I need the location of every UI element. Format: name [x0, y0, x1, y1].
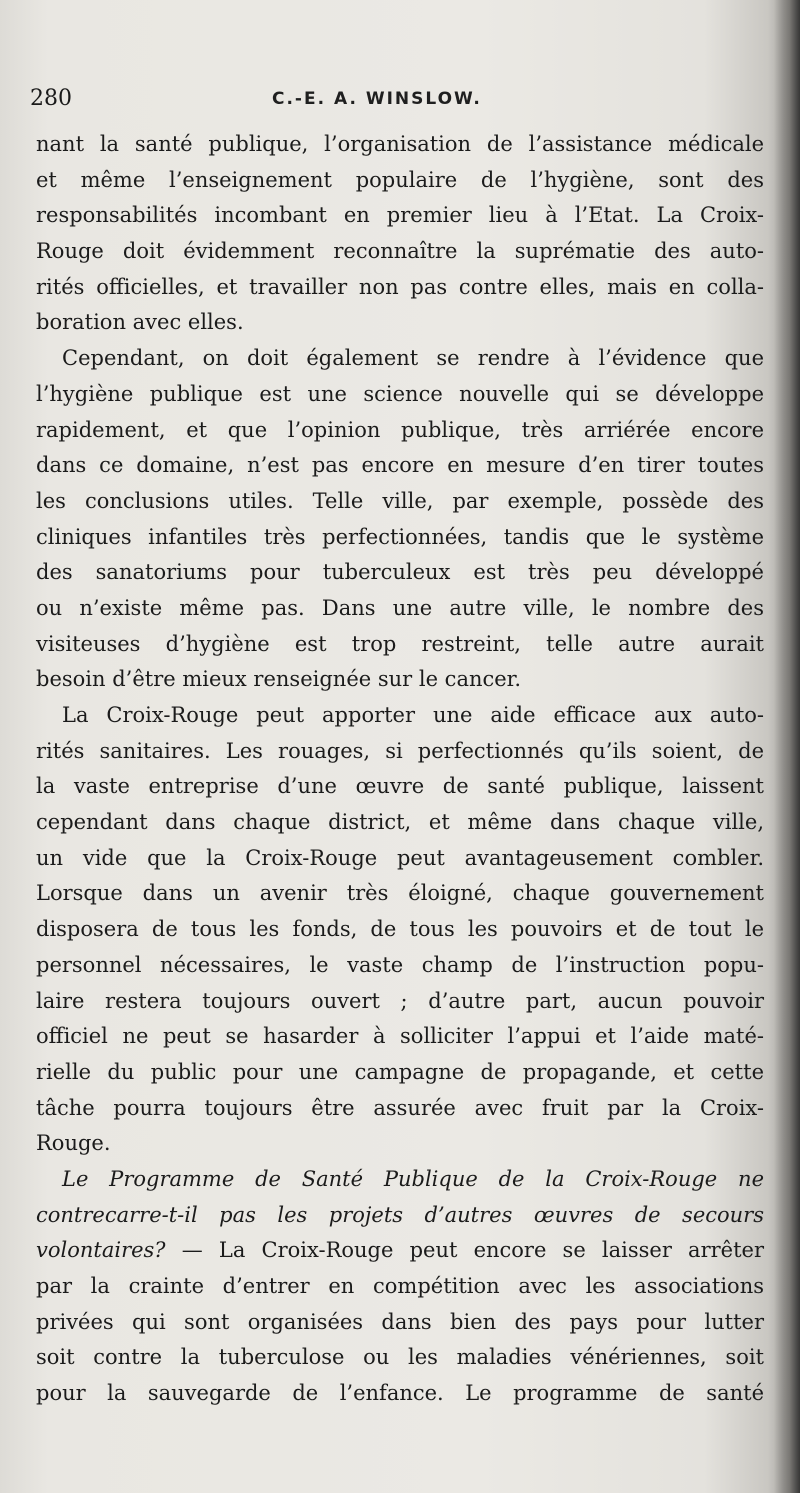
page-edge-shadow: [774, 0, 800, 1493]
text-line-heading: Le Programme de Santé Publique de la Croix-Rouge ne: [62, 1166, 764, 1191]
text-line: et même l’enseignement populaire de l’hygiène, sont des: [36, 167, 764, 192]
text-line: cependant dans chaque district, et même dans chaque ville,: [36, 810, 764, 835]
text-line: [36, 1233, 764, 1269]
text-line: soit contre la tuberculose ou les maladies vénériennes, soit: [36, 1345, 764, 1370]
page-header: [30, 86, 770, 116]
text-line: par la crainte d’entrer en compétition avec les associations: [36, 1274, 764, 1298]
text-line: Rouge doit évidemment reconnaître la suprématie des auto-: [36, 239, 764, 264]
text-line: un vide que la Croix-Rouge peut avantageusement combler.: [36, 845, 764, 870]
text-line: la vaste entreprise d’une œuvre de santé publique, laissent: [36, 774, 764, 799]
text-line: nant la santé publique, l’organisation de l’assistance médicale: [36, 132, 764, 156]
text-run: — La Croix-Rouge peut encore se laisser arrêter: [165, 1238, 764, 1263]
text-line: personnel nécessaires, le vaste champ de l’instruction popu-: [36, 952, 764, 977]
text-line: disposera de tous les fonds, de tous les pouvoirs et de tout le: [36, 917, 764, 942]
text-line: Lorsque dans un avenir très éloigné, chaque gouvernement: [36, 881, 764, 906]
heading-tail: volontaires?: [36, 1238, 166, 1263]
paragraph-4: [36, 1162, 764, 1412]
text-line: pour la sauvegarde de l’enfance. Le programme de santé: [36, 1381, 764, 1406]
text-line: La Croix-Rouge peut apporter une aide efficace aux auto-: [62, 703, 764, 727]
text-line: Cependant, on doit également se rendre à l’évidence que: [62, 346, 764, 371]
text-line: privées qui sont organisées dans bien des pays pour lutter: [36, 1309, 764, 1334]
text-line-heading: contrecarre-t-il pas les projets d’autres œuvres de secours: [36, 1202, 764, 1227]
text-line: rités sanitaires. Les rouages, si perfectionnés qu’ils soient, de: [36, 738, 764, 763]
paragraph-1: [36, 127, 764, 341]
text-line: laire restera toujours ouvert ; d’autre part, aucun pouvoir: [36, 988, 764, 1013]
text-line: les conclusions utiles. Telle ville, par exemple, possède des: [36, 488, 764, 513]
page-number: 280: [30, 86, 72, 111]
text-line: officiel ne peut se hasarder à solliciter l’appui et l’aide maté-: [36, 1024, 764, 1049]
paragraph-2: [36, 341, 764, 698]
text-line: rapidement, et que l’opinion publique, très arriérée encore: [36, 417, 764, 442]
text-line: responsabilités incombant en premier lieu à l’Etat. La Croix-: [36, 203, 764, 228]
text-line: Rouge.: [36, 1131, 111, 1156]
text-line: rités officielles, et travailler non pas contre elles, mais en colla-: [36, 274, 764, 299]
text-line: besoin d’être mieux renseignée sur le cancer.: [36, 667, 522, 692]
text-line: visiteuses d’hygiène est trop restreint, telle autre aurait: [36, 631, 764, 656]
text-line: tâche pourra toujours être assurée avec fruit par la Croix-: [36, 1095, 764, 1120]
paragraph-3: [36, 698, 764, 1162]
text-line: l’hygiène publique est une science nouvelle qui se développe: [36, 381, 764, 406]
text-line: rielle du public pour une campagne de propagande, et cette: [36, 1059, 764, 1084]
body-text: [36, 127, 764, 1412]
text-line: cliniques infantiles très perfectionnées, tandis que le système: [36, 524, 764, 549]
running-head: C.-E. A. WINSLOW.: [272, 89, 482, 109]
text-line: des sanatoriums pour tuberculeux est très peu développé: [36, 560, 764, 585]
text-line: ou n’existe même pas. Dans une autre ville, le nombre des: [36, 595, 764, 620]
text-line: dans ce domaine, n’est pas encore en mesure d’en tirer toutes: [36, 453, 764, 478]
text-line: boration avec elles.: [36, 310, 244, 335]
